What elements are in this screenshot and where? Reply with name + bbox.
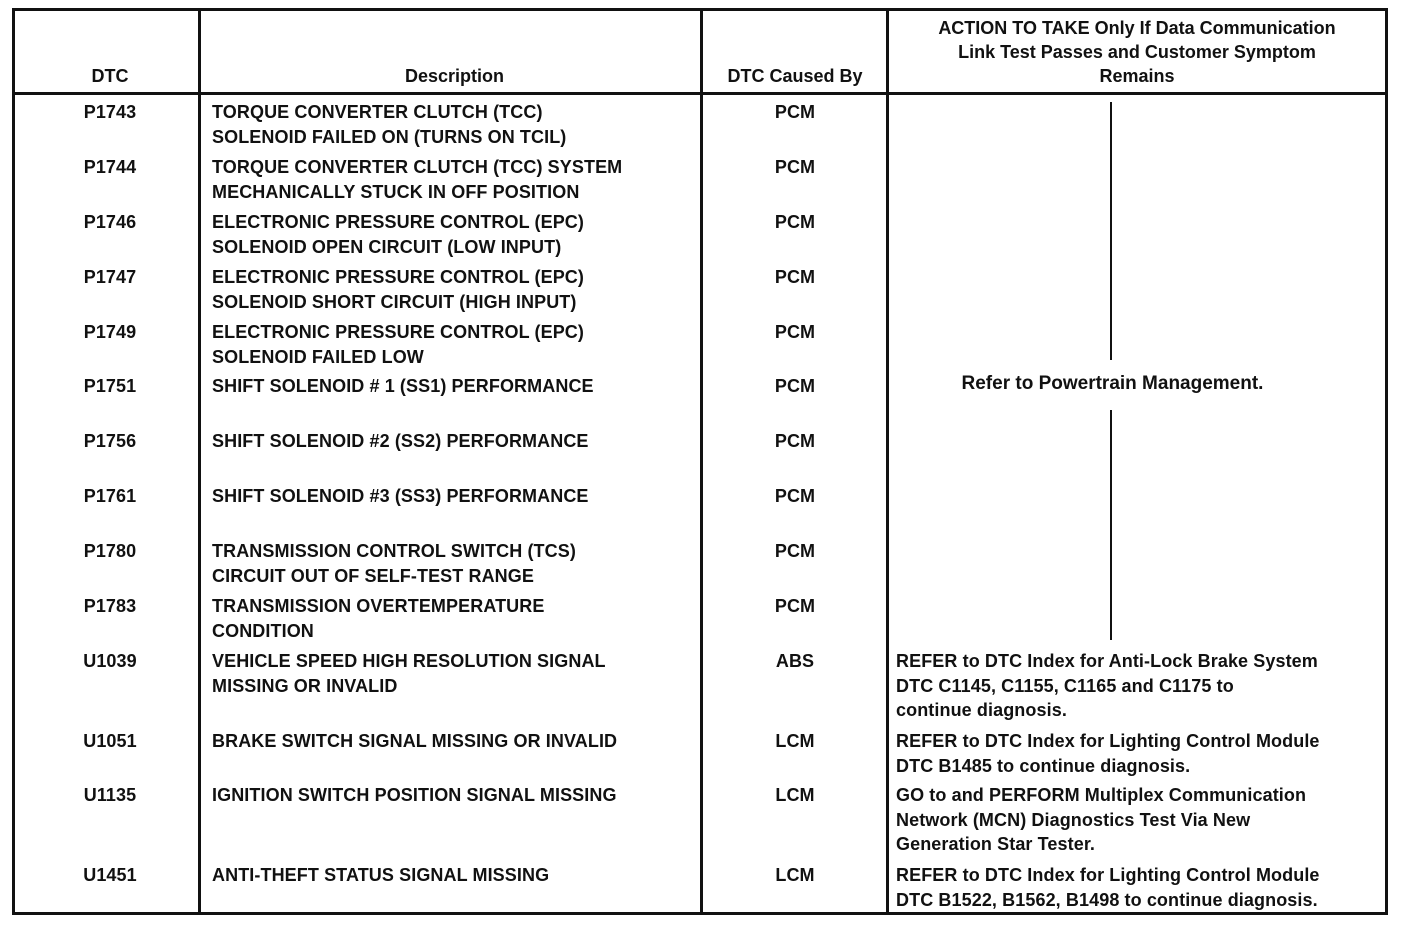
header-action-line: Link Test Passes and Customer Symptom — [958, 42, 1316, 62]
dtc-action-line: Generation Star Tester. — [896, 834, 1096, 854]
dtc-caused-by: LCM — [775, 865, 815, 885]
column-divider — [700, 8, 703, 915]
column-divider — [198, 8, 201, 915]
dtc-code: P1780 — [83, 541, 137, 561]
dtc-caused-by: PCM — [774, 267, 816, 287]
dtc-caused-by: PCM — [774, 431, 816, 451]
dtc-description — [212, 863, 697, 888]
dtc-action-line: REFER to DTC Index for Anti-Lock Brake System — [896, 651, 1318, 671]
dtc-description — [212, 729, 697, 754]
dtc-description-line: TRANSMISSION CONTROL SWITCH (TCS) — [212, 541, 576, 561]
dtc-description-line: ELECTRONIC PRESSURE CONTROL (EPC) — [212, 267, 584, 287]
dtc-description — [212, 155, 697, 204]
dtc-description — [212, 594, 697, 643]
dtc-caused-by: PCM — [774, 376, 816, 396]
dtc-action — [896, 863, 1376, 912]
dtc-action-line: DTC C1145, C1155, C1165 and C1175 to — [896, 675, 1234, 696]
dtc-description-line: SOLENOID SHORT CIRCUIT (HIGH INPUT) — [212, 291, 577, 312]
dtc-description — [212, 649, 697, 698]
dtc-description-line: BRAKE SWITCH SIGNAL MISSING OR INVALID — [212, 731, 618, 751]
dtc-description — [212, 539, 697, 588]
dtc-description — [212, 320, 697, 369]
dtc-caused-by: PCM — [774, 596, 816, 616]
dtc-caused-by: PCM — [774, 486, 816, 506]
dtc-action — [896, 729, 1376, 778]
dtc-caused-by: ABS — [775, 651, 815, 671]
dtc-action-line: continue diagnosis. — [896, 700, 1067, 720]
dtc-caused-by: LCM — [775, 731, 815, 751]
dtc-description-line: SOLENOID FAILED ON (TURNS ON TCIL) — [212, 126, 567, 147]
dtc-description-line: ANTI-THEFT STATUS SIGNAL MISSING — [212, 865, 550, 885]
header-dtc: DTC — [91, 66, 129, 86]
dtc-caused-by: PCM — [774, 212, 816, 232]
dtc-description — [212, 429, 697, 454]
dtc-description-line: ELECTRONIC PRESSURE CONTROL (EPC) — [212, 212, 584, 232]
dtc-action-line: DTC B1485 to continue diagnosis. — [896, 755, 1191, 776]
dtc-description-line: VEHICLE SPEED HIGH RESOLUTION SIGNAL — [212, 651, 606, 671]
dtc-description-line: IGNITION SWITCH POSITION SIGNAL MISSING — [212, 785, 617, 805]
dtc-description-line: TORQUE CONVERTER CLUTCH (TCC) — [212, 102, 543, 122]
dtc-action-line: REFER to DTC Index for Lighting Control Module — [896, 731, 1320, 751]
dtc-code: U1135 — [83, 785, 137, 805]
dtc-action-line: GO to and PERFORM Multiplex Communication — [896, 785, 1307, 805]
dtc-caused-by: PCM — [774, 157, 816, 177]
header-description: Description — [404, 66, 505, 86]
dtc-caused-by: PCM — [774, 322, 816, 342]
dtc-description-line: ELECTRONIC PRESSURE CONTROL (EPC) — [212, 322, 584, 342]
range-bracket-line — [1110, 102, 1112, 360]
dtc-action-line: REFER to DTC Index for Lighting Control Module — [896, 865, 1320, 885]
dtc-code: U1051 — [83, 731, 137, 751]
dtc-description-line: SOLENOID OPEN CIRCUIT (LOW INPUT) — [212, 236, 562, 257]
dtc-code: P1751 — [83, 376, 137, 396]
dtc-description — [212, 374, 697, 399]
dtc-action — [896, 649, 1376, 723]
dtc-description-line: MECHANICALLY STUCK IN OFF POSITION — [212, 181, 580, 202]
dtc-description-line: MISSING OR INVALID — [212, 675, 398, 696]
dtc-code: P1746 — [83, 212, 137, 232]
dtc-description-line: SHIFT SOLENOID #3 (SS3) PERFORMANCE — [212, 486, 589, 506]
header-caused-by: DTC Caused By — [727, 66, 863, 86]
dtc-description — [212, 100, 697, 149]
header-action — [892, 16, 1382, 88]
dtc-description-line: TORQUE CONVERTER CLUTCH (TCC) SYSTEM — [212, 157, 623, 177]
dtc-action-line: DTC B1522, B1562, B1498 to continue diagnosis. — [896, 889, 1318, 910]
dtc-action-line: Network (MCN) Diagnostics Test Via New — [896, 809, 1251, 830]
header-action-line: ACTION TO TAKE Only If Data Communication — [938, 18, 1336, 38]
dtc-code: U1451 — [83, 865, 137, 885]
dtc-description — [212, 484, 697, 509]
dtc-description-line: SHIFT SOLENOID #2 (SS2) PERFORMANCE — [212, 431, 589, 451]
dtc-description-line: CONDITION — [212, 620, 314, 641]
dtc-description-line: TRANSMISSION OVERTEMPERATURE — [212, 596, 545, 616]
column-divider — [886, 8, 889, 915]
dtc-description-line: CIRCUIT OUT OF SELF-TEST RANGE — [212, 565, 534, 586]
dtc-caused-by: PCM — [774, 541, 816, 561]
dtc-code: P1747 — [83, 267, 137, 287]
range-bracket-line — [1110, 410, 1112, 640]
shared-action-text: Refer to Powertrain Management. — [961, 373, 1264, 394]
dtc-code: P1761 — [83, 486, 137, 506]
dtc-caused-by: PCM — [774, 102, 816, 122]
dtc-code: P1783 — [83, 596, 137, 616]
dtc-description — [212, 783, 697, 808]
dtc-caused-by: LCM — [775, 785, 815, 805]
dtc-action — [896, 783, 1376, 857]
dtc-code: P1756 — [83, 431, 137, 451]
dtc-description — [212, 210, 697, 259]
dtc-description — [212, 265, 697, 314]
dtc-description-line: SHIFT SOLENOID # 1 (SS1) PERFORMANCE — [212, 376, 594, 396]
dtc-code: P1744 — [83, 157, 137, 177]
header-divider — [12, 92, 1388, 95]
dtc-code: P1749 — [83, 322, 137, 342]
dtc-code: P1743 — [83, 102, 137, 122]
dtc-code: U1039 — [83, 651, 137, 671]
header-action-line: Remains — [1099, 66, 1175, 86]
dtc-description-line: SOLENOID FAILED LOW — [212, 346, 424, 367]
